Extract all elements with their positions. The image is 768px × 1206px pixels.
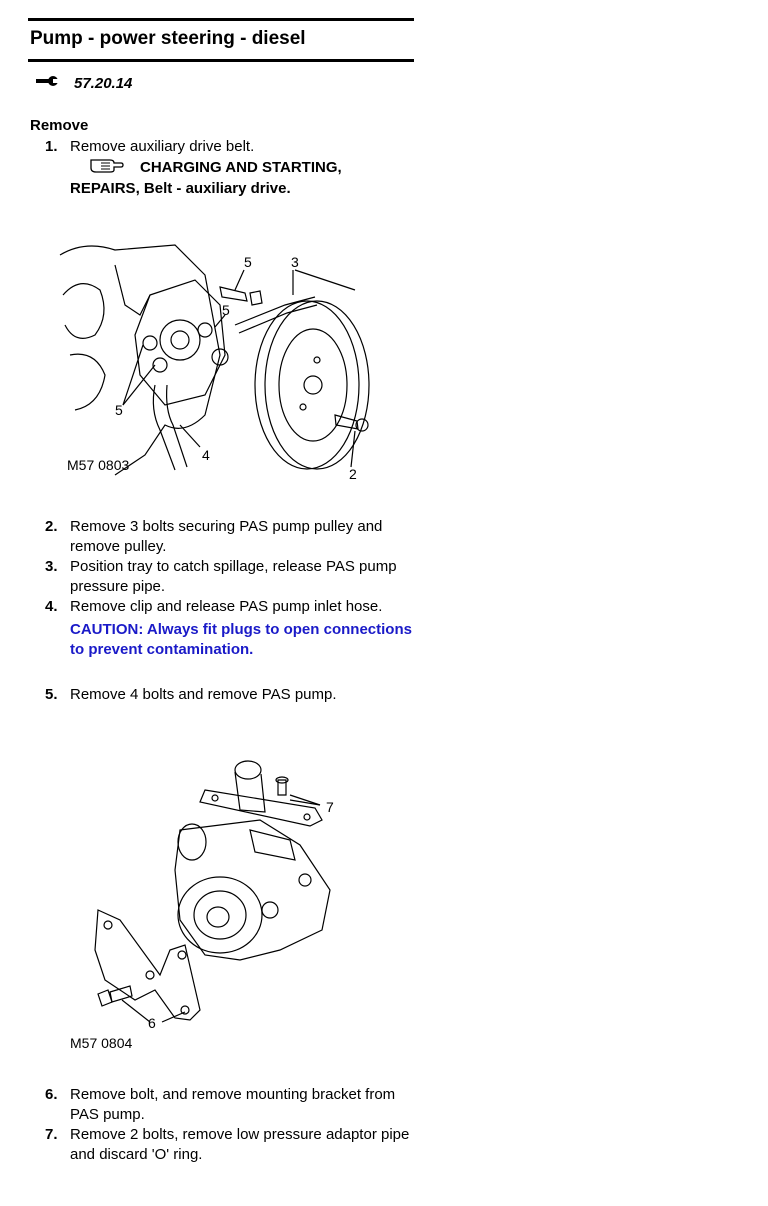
wrench-icon (36, 74, 60, 92)
step-6 (30, 1085, 420, 1125)
step-number: 1. (45, 138, 58, 155)
step-5 (30, 685, 420, 705)
top-rule (28, 18, 414, 21)
step-number: 2. (45, 518, 58, 535)
step-text: Remove 2 bolts, remove low pressure adaptor pipe and discard 'O' ring. (70, 1126, 410, 1163)
callout-4: 4 (202, 447, 210, 463)
callout-5b: 5 (222, 302, 230, 318)
caution-note: CAUTION: Always fit plugs to open connections to prevent contamination. (70, 621, 412, 658)
operation-number: 57.20.14 (74, 74, 133, 92)
operation-code (36, 74, 132, 92)
callout-7: 7 (326, 799, 334, 815)
step-text: Remove auxiliary drive belt. (70, 138, 255, 155)
callout-3: 3 (291, 254, 299, 270)
callout-6: 6 (148, 1015, 156, 1031)
step-text: Remove 3 bolts securing PAS pump pulley and remove pulley. (70, 518, 383, 555)
step-number: 5. (45, 686, 58, 703)
callout-2: 2 (349, 466, 357, 482)
step-4 (30, 597, 420, 617)
step-text: Remove bolt, and remove mounting bracket from PAS pump. (70, 1086, 396, 1123)
pointing-hand-icon (90, 157, 126, 179)
reference-line-2: REPAIRS, Belt - auxiliary drive. (70, 180, 291, 197)
step-1 (30, 137, 420, 157)
step-text: Position tray to catch spillage, release PAS pump pressure pipe. (70, 558, 397, 595)
step-text: Remove clip and release PAS pump inlet hose. (70, 598, 383, 615)
step-7 (30, 1125, 420, 1165)
title-underline (28, 59, 414, 62)
callout-5c: 5 (115, 402, 123, 418)
figure-id: M57 0804 (70, 1035, 133, 1051)
figure-id: M57 0803 (67, 457, 130, 473)
callout-5a: 5 (244, 254, 252, 270)
step-2 (30, 517, 420, 557)
step-number: 7. (45, 1126, 58, 1143)
step-text: Remove 4 bolts and remove PAS pump. (70, 686, 337, 703)
reference-line-1: CHARGING AND STARTING, (140, 158, 342, 176)
cross-reference (70, 157, 430, 199)
figure-pulley-removal (55, 235, 385, 485)
step-3 (30, 557, 420, 597)
step-number: 6. (45, 1086, 58, 1103)
figure-pump-bracket (60, 750, 360, 1060)
section-heading: Remove (30, 117, 89, 134)
step-number: 4. (45, 598, 58, 615)
step-number: 3. (45, 558, 58, 575)
page-title: Pump - power steering - diesel (30, 28, 306, 49)
